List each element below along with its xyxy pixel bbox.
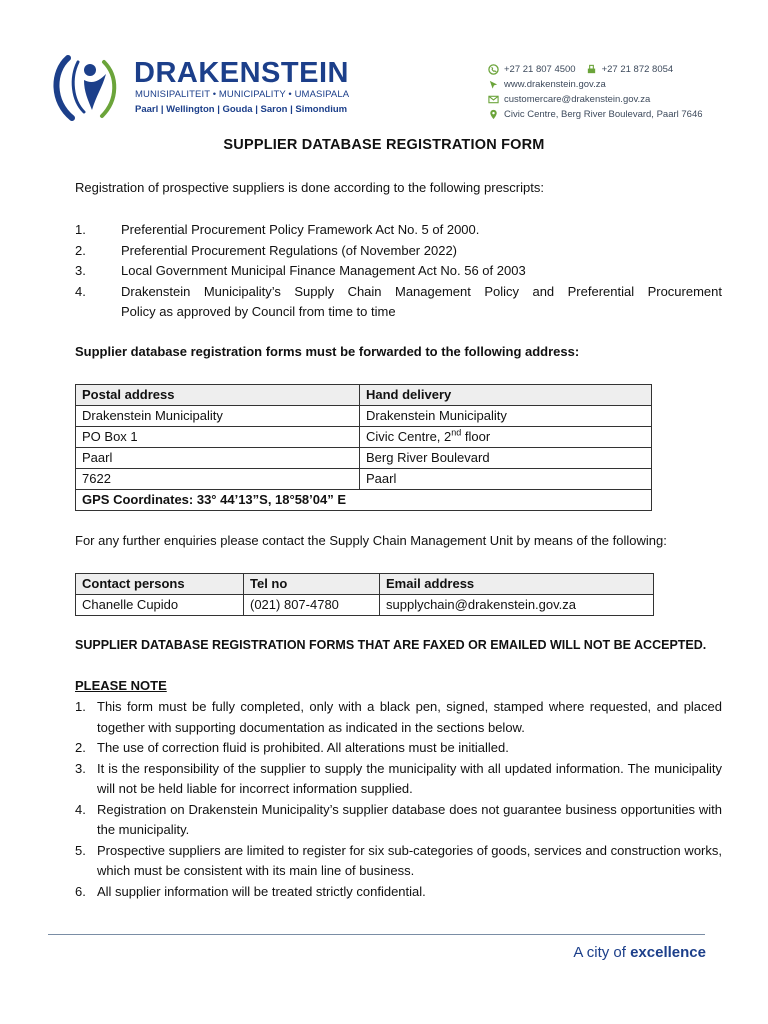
pointer-icon [488,79,499,90]
table-header-row [76,385,652,406]
list-item-text: Prospective suppliers are limited to register for six sub-categories of goods, services and construction works, which must be consistent with its main line of business. [97,842,722,878]
list-item-number: 3. [75,263,86,278]
list-item-number: 2. [75,740,86,755]
table-cell: Berg River Boulevard [360,448,652,469]
list-item-number: 1. [75,222,86,237]
email-cell[interactable]: supplychain@drakenstein.gov.za [380,595,654,616]
list-item-number: 6. [75,883,86,899]
email-line [488,92,728,107]
list-item-number: 5. [75,842,86,858]
logo-towns: Paarl | Wellington | Gouda | Saron | Simondium [135,104,348,115]
prescripts-list [75,220,722,323]
floor-text: Civic Centre, 2 [366,429,452,444]
tagline-prefix: A city of [573,944,631,961]
page-title: SUPPLIER DATABASE REGISTRATION FORM [223,137,545,153]
gps-coordinates: GPS Coordinates: 33° 44’13”S, 18°58’04” E [76,490,652,511]
column-header: Contact persons [76,574,244,595]
fax-number: +27 21 872 8054 [601,64,674,75]
address-line [488,107,728,122]
contact-table [75,573,654,616]
drakenstein-emblem-icon [48,52,128,122]
table-header-row [76,574,654,595]
list-item-number: 4. [75,283,86,299]
list-item-text: Registration on Drakenstein Municipality’s supplier database does not guarantee business opportunities with the municipality. [97,801,722,837]
list-item-text: Policy as approved by Council from time to time [121,304,396,319]
list-item-text: This form must be fully completed, only with a black pen, signed, stamped where requested, and placed together with supporting documentation as indicated in the sections below. [97,699,722,735]
list-item [75,241,722,262]
list-item-text: Preferential Procurement Policy Framework Act No. 5 of 2000. [121,222,480,237]
website-line [488,77,728,92]
list-item [75,697,722,738]
list-item-text: Drakenstein Municipality’s Supply Chain Management Policy and Preferential Procurement [121,283,722,299]
phone-fax-line [488,62,728,77]
enquiries-text: For any further enquiries please contact the Supply Chain Management Unit by means of the following: [75,533,667,548]
floor-suffix: floor [461,429,491,444]
column-header: Hand delivery [360,385,652,406]
table-row [76,406,652,427]
list-item-text: Local Government Municipal Finance Management Act No. 56 of 2003 [121,263,526,278]
list-item [75,759,722,800]
list-item-number: 3. [75,760,86,776]
table-cell: 7622 [76,469,360,490]
table-row [76,427,652,448]
phone-number[interactable]: +27 21 807 4500 [504,64,576,75]
table-row [76,595,654,616]
table-cell: Drakenstein Municipality [76,406,360,427]
list-item-number: 1. [75,699,86,714]
list-item-text: Preferential Procurement Regulations (of November 2022) [121,242,458,258]
list-item [75,800,722,841]
floor-superscript: nd [451,427,462,438]
phone-icon [488,64,499,75]
table-cell: Paarl [360,469,652,490]
please-note-heading: PLEASE NOTE [75,678,167,693]
table-cell: Chanelle Cupido [76,595,244,616]
table-row [76,469,652,490]
notes-list [75,697,722,902]
table-row [76,490,652,511]
list-item-continuation [75,302,722,323]
tagline-bold: excellence [630,944,706,961]
logo-subtitle: MUNISIPALITEIT • MUNICIPALITY • UMASIPALA [135,89,350,100]
list-item-text: It is the responsibility of the supplier to supply the municipality with all updated information. The municipality will not be held liable for incorrect information supplied. [97,760,722,796]
column-header: Postal address [76,385,360,406]
list-item [75,261,722,282]
logo-wordmark: DRAKENSTEIN [134,57,349,89]
intro-text: Registration of prospective suppliers is done according to the following prescripts: [75,180,544,195]
list-item [75,220,722,241]
warning-text: SUPPLIER DATABASE REGISTRATION FORMS THAT ARE FAXED OR EMAILED WILL NOT BE ACCEPTED. [75,638,707,652]
table-cell: (021) 807-4780 [244,595,380,616]
table-cell: Paarl [76,448,360,469]
envelope-icon [488,94,499,105]
municipality-logo [48,52,348,122]
header-contact-details [488,62,728,122]
email-link[interactable]: customercare@drakenstein.gov.za [504,94,651,105]
column-header: Email address [380,574,654,595]
fax-icon [586,64,597,75]
website-link[interactable]: www.drakenstein.gov.za [504,79,606,90]
list-item-number: 2. [75,242,86,258]
column-header: Tel no [244,574,380,595]
list-item [75,841,722,882]
footer-tagline [573,944,706,961]
street-address: Civic Centre, Berg River Boulevard, Paarl 7646 [504,109,703,120]
table-cell [360,427,652,448]
table-row [76,448,652,469]
list-item [75,882,722,903]
forward-heading: Supplier database registration forms must be forwarded to the following address: [75,344,580,359]
footer-divider [48,934,705,935]
list-item [75,282,722,303]
list-item [75,738,722,759]
list-item-number: 4. [75,801,86,817]
location-pin-icon [488,109,499,120]
table-cell: Drakenstein Municipality [360,406,652,427]
list-item-text: All supplier information will be treated strictly confidential. [97,883,426,899]
address-table [75,384,652,511]
table-cell: PO Box 1 [76,427,360,448]
list-item-text: The use of correction fluid is prohibited. All alterations must be initialled. [97,740,509,755]
